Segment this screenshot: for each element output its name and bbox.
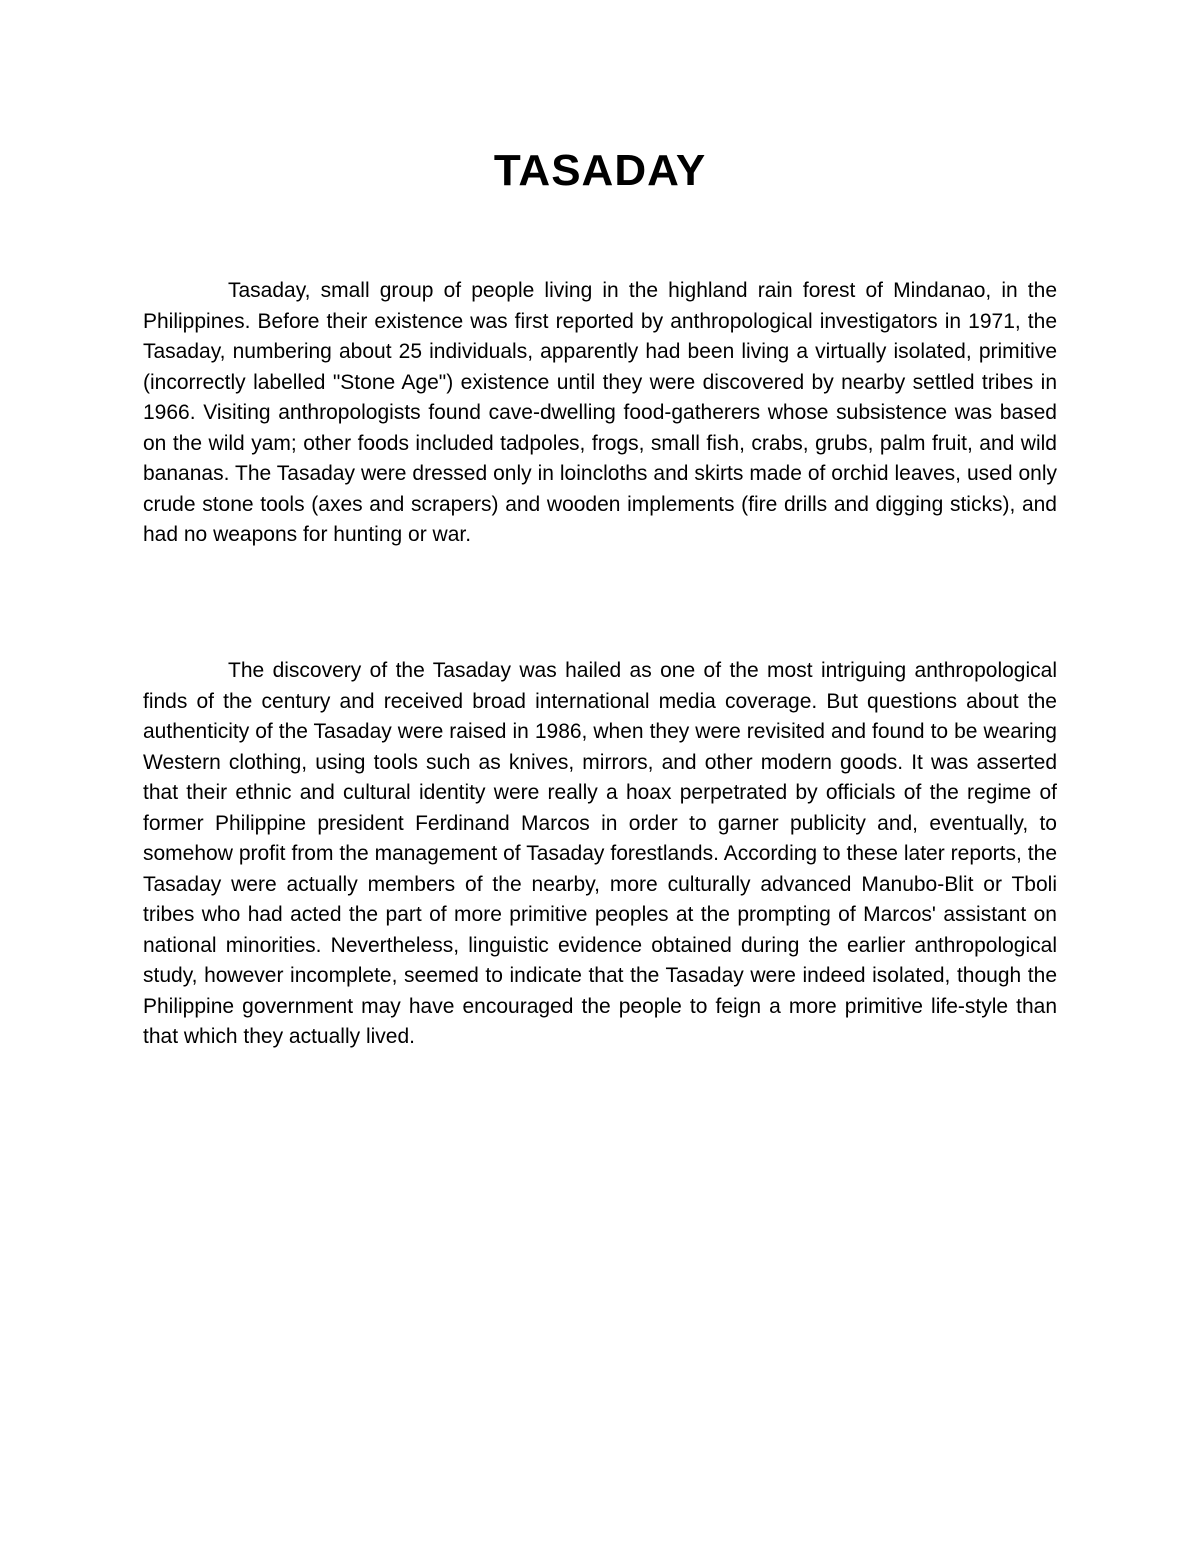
body-paragraph-1: Tasaday, small group of people living in the highland rain forest of Mindanao, in the Philippines. Before their existence was first reported by anthropological investigators in 1971, the Tasaday, numbering about 25 individuals, apparently had been living a virtually isolated, primitive (incorrectly labelled "Stone Age") existence until they were discovered by nearby settled tribes in 1966. Visiting anthropologists found cave-dwelling food-gatherers whose subsistence was based on the wild yam; other foods included tadpoles, frogs, small fish, crabs, grubs, palm fruit, and wild bananas. The Tasaday were dressed only in loincloths and skirts made of orchid leaves, used only crude stone tools (axes and scrapers) and wooden implements (fire drills and digging sticks), and had no weapons for hunting or war.: [143, 279, 1057, 546]
body-paragraph-2: The discovery of the Tasaday was hailed as one of the most intriguing anthropological finds of the century and received broad international media coverage. But questions about the authenticity of the Tasaday were raised in 1986, when they were revisited and found to be wearing Western clothing, using tools such as knives, mirrors, and other modern goods. It was asserted that their ethnic and cultural identity were really a hoax perpetrated by officials of the regime of former Philippine president Ferdinand Marcos in order to garner publicity and, eventually, to somehow profit from the management of Tasaday forestlands. According to these later reports, the Tasaday were actually members of the nearby, more culturally advanced Manubo-Blit or Tboli tribes who had acted the part of more primitive peoples at the prompting of Marcos' assistant on national minorities. Nevertheless, linguistic evidence obtained during the earlier anthropological study, however incomplete, seemed to indicate that the Tasaday were indeed isolated, though the Philippine government may have encouraged the people to feign a more primitive life-style than that which they actually lived.: [143, 659, 1057, 1048]
document-title: TASADAY: [493, 146, 707, 195]
